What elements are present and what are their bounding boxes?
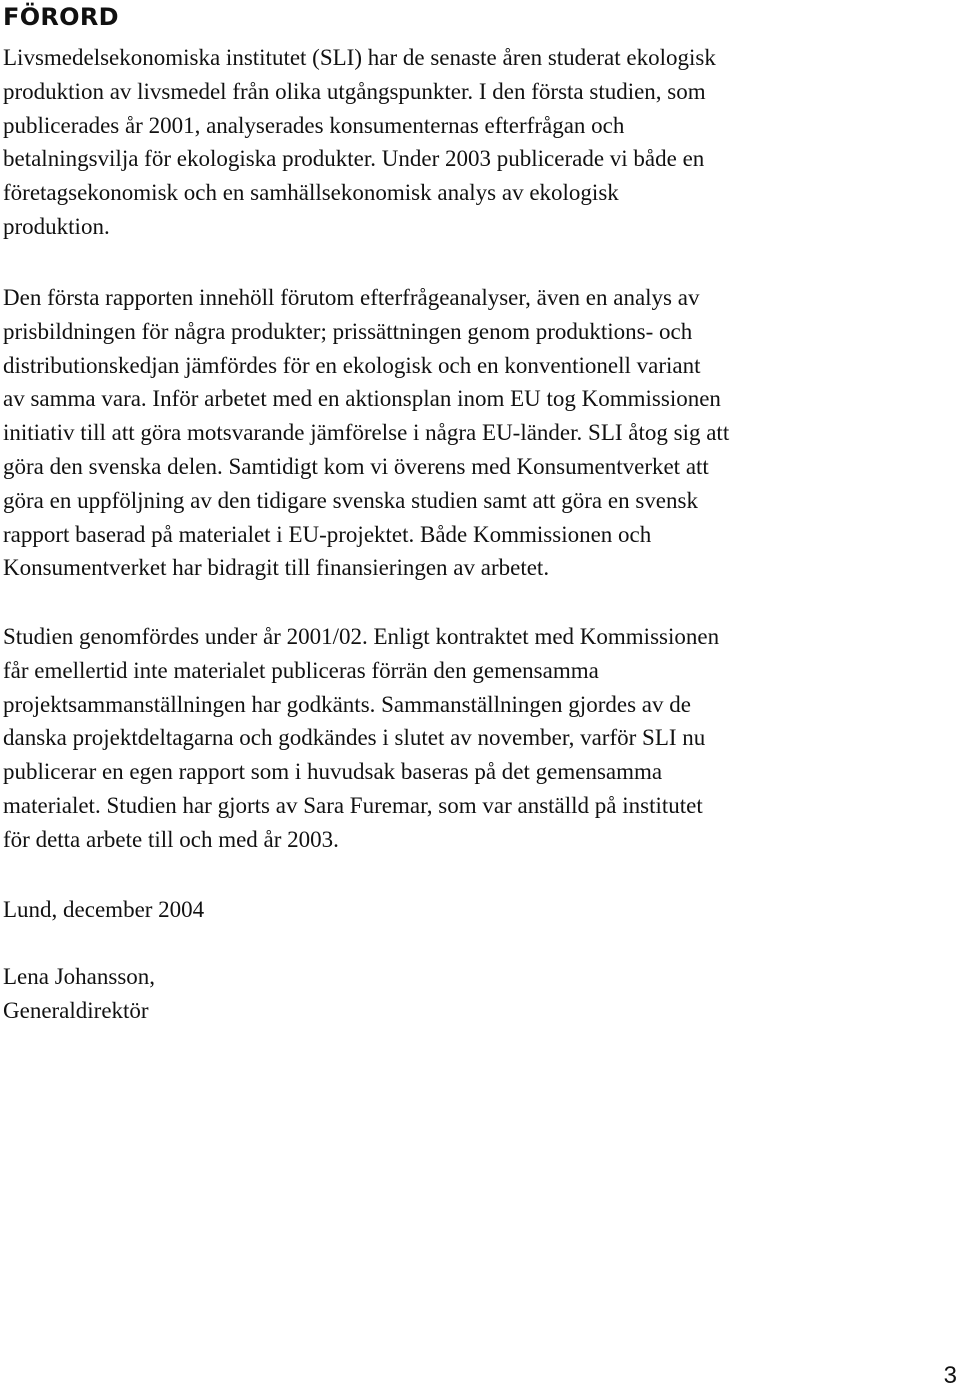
text-line: Studien genomfördes under år 2001/02. Enligt kontraktet med Kommissionen	[3, 624, 720, 649]
text-line: projektsammanställningen har godkänts. Sammanställningen gjordes av de	[3, 691, 691, 717]
text-line: företagsekonomisk och en samhällsekonomisk analys av ekologisk	[3, 180, 619, 206]
text-line: betalningsvilja för ekologiska produkter. Under 2003 publicerade vi både en	[3, 146, 705, 172]
text-line: av samma vara. Inför arbetet med en aktionsplan inom EU tog Kommissionen	[3, 386, 721, 412]
text-line: får emellertid inte materialet publiceras förrän den gemensamma	[3, 657, 599, 683]
text-line: produktion av livsmedel från olika utgångspunkter. I den första studien, som	[3, 78, 706, 104]
place-date-text: Lund, december 2004	[3, 897, 205, 922]
text-line: Livsmedelsekonomiska institutet (SLI) har de senaste åren studerat ekologisk	[3, 45, 716, 70]
text-line: distributionskedjan jämfördes för en ekologisk och en konventionell variant	[3, 352, 701, 378]
text-line: för detta arbete till och med år 2003.	[3, 826, 339, 852]
text-line: göra en uppföljning av den tidigare svenska studien samt att göra en svensk	[3, 487, 698, 513]
text-line: göra den svenska delen. Samtidigt kom vi överens med Konsumentverket att	[3, 453, 709, 479]
text-line: rapport baserad på materialet i EU-projektet. Både Kommissionen och	[3, 521, 652, 547]
paragraph-intro	[3, 41, 953, 244]
text-line: materialet. Studien har gjorts av Sara Furemar, som var anställd på institutet	[3, 792, 703, 818]
signature	[3, 960, 953, 1028]
text-line: Konsumentverket har bidragit till finansieringen av arbetet.	[3, 555, 550, 581]
place-date	[3, 893, 953, 927]
paragraph-study	[3, 620, 953, 857]
text-line: danska projektdeltagarna och godkändes i slutet av november, varför SLI nu	[3, 725, 706, 751]
text-line: Den första rapporten innehöll förutom efterfrågeanalyser, även en analys av	[3, 285, 700, 310]
text-line: prisbildningen för några produkter; prissättningen genom produktions- och	[3, 318, 693, 344]
signature-name: Lena Johansson,	[3, 964, 156, 989]
text-line: initiativ till att göra motsvarande jämförelse i några EU-länder. SLI åtog sig att	[3, 420, 730, 446]
page-number: 3	[943, 1362, 957, 1389]
text-line: publicerades år 2001, analyserades konsumenternas efterfrågan och	[3, 112, 625, 138]
page-heading: FÖRORD	[3, 3, 119, 31]
paragraph-first-report	[3, 281, 953, 585]
text-line: publicerar en egen rapport som i huvudsak baseras på det gemensamma	[3, 759, 663, 785]
text-line: produktion.	[3, 213, 110, 239]
signature-title: Generaldirektör	[3, 997, 149, 1023]
